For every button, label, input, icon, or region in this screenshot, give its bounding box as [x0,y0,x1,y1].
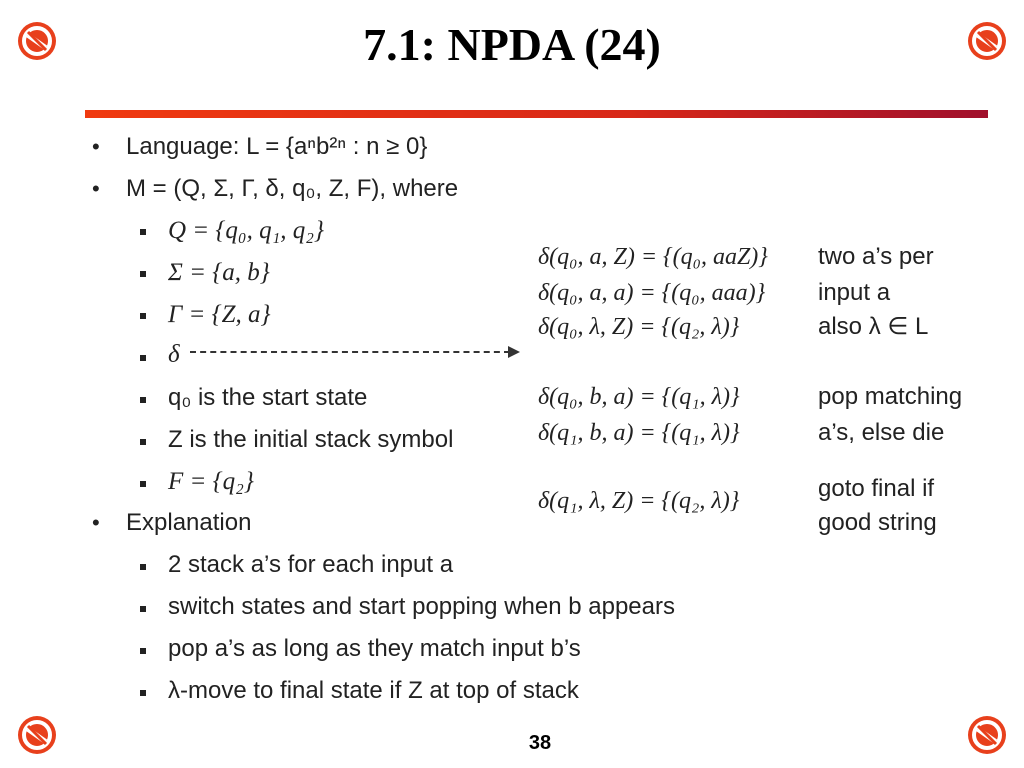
explanation-item: λ-move to final state if Z at top of stack [168,677,579,704]
transition-rule: δ(q₀, a, a) = {(q₀, aaa)} [538,280,766,306]
sub-bullet [140,439,146,445]
language-line: Language: L = {aⁿb²ⁿ : n ≥ 0} [126,133,428,160]
explanation-heading: Explanation [126,509,252,536]
transition-comment: two a’s per [818,243,934,270]
explanation-item: 2 stack a’s for each input a [168,551,454,578]
transition-comment: input a [818,279,891,306]
sigma-set: Σ = {a, b} [168,259,270,286]
transition-rule: δ(q₁, b, a) = {(q₁, λ)} [538,420,740,446]
explanation-item: switch states and start popping when b appears [168,593,675,620]
transition-comment: also λ ∈ L [818,313,929,340]
delta-label: δ [168,341,180,368]
transition-comment: good string [818,509,937,536]
q-set: Q = {q₀, q₁, q₂} [168,217,324,244]
no-smoking-icon [16,20,58,62]
bullet-dot: • [92,510,100,535]
sub-bullet [140,481,146,487]
sub-bullet [140,271,146,277]
transition-comment: a’s, else die [818,419,945,446]
sub-bullet [140,690,146,696]
sub-bullet [140,564,146,570]
explanation-item: pop a’s as long as they match input b’s [168,635,581,662]
slide-title: 7.1: NPDA (24) [363,19,661,70]
transition-rule: δ(q₀, b, a) = {(q₁, λ)} [538,384,740,410]
arrow-right-icon [508,346,520,358]
sub-bullet [140,355,146,361]
transition-comment: goto final if [818,475,935,502]
transition-comment: pop matching [818,383,963,410]
delta-arrow-line [190,351,510,353]
page-number: 38 [528,732,552,754]
no-smoking-icon [966,20,1008,62]
sub-bullet [140,313,146,319]
machine-line: M = (Q, Σ, Γ, δ, q₀, Z, F), where [126,175,459,202]
transition-rule: δ(q₁, λ, Z) = {(q₂, λ)} [538,488,740,514]
transition-rule: δ(q₀, a, Z) = {(q₀, aaZ)} [538,244,768,270]
sub-bullet [140,397,146,403]
sub-bullet [140,648,146,654]
final-set: F = {q₂} [168,468,254,495]
sub-bullet [140,229,146,235]
bullet-dot: • [92,134,100,159]
title-divider [85,110,988,118]
sub-bullet [140,606,146,612]
gamma-set: Γ = {Z, a} [168,301,271,328]
bullet-dot: • [92,176,100,201]
transition-rule: δ(q₀, λ, Z) = {(q₂, λ)} [538,314,740,340]
start-state-line: q₀ is the start state [168,384,368,411]
stack-symbol-line: Z is the initial stack symbol [168,426,454,453]
